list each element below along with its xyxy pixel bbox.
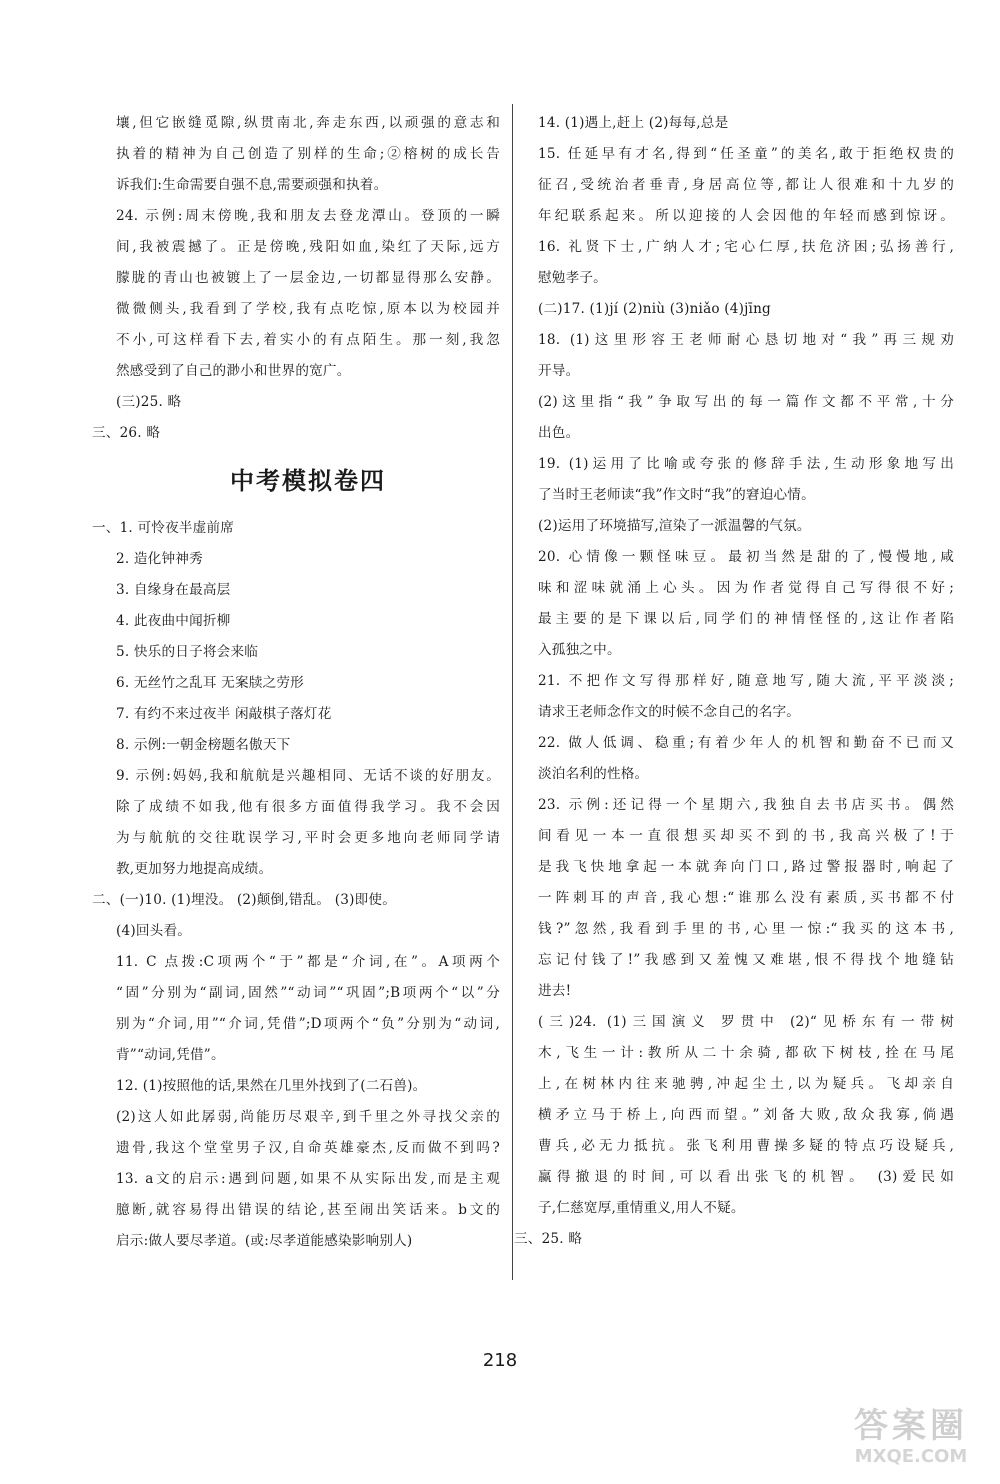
text-line: 淡泊名利的性格。 — [538, 766, 649, 782]
text-line: 14. (1)遇上,赶上 (2)每每,总是 — [538, 115, 729, 131]
text-line: 三、25. 略 — [514, 1231, 583, 1247]
text-line: 执着的精神为自己创造了别样的生命;②榕树的成长告 — [116, 146, 500, 162]
text-line: 最主要的是下课以后,同学们的神情怪怪的,这让作者陷 — [538, 611, 954, 627]
text-line: 6. 无丝竹之乱耳 无案牍之劳形 — [116, 675, 304, 691]
text-line: 慰勉孝子。 — [538, 270, 607, 286]
text-line: “固”分别为“副词,固然”“动词”“巩固”;B项两个“以”分 — [116, 985, 500, 1001]
text-line: 了当时王老师读“我”作文时“我”的窘迫心情。 — [538, 487, 815, 503]
text-line: 进去! — [538, 983, 572, 999]
text-line: 出色。 — [538, 425, 580, 441]
text-line: 8. 示例:一朝金榜题名傲天下 — [116, 737, 291, 753]
text-line: 二、(一)10. (1)埋没。 (2)颠倒,错乱。 (3)即使。 — [92, 892, 396, 908]
text-line: 12. (1)按照他的话,果然在几里外找到了(二石兽)。 — [116, 1078, 427, 1094]
text-line: 忘记付钱了!”我感到又羞愧又难堪,恨不得找个地缝钻 — [538, 952, 954, 968]
text-line: 请求王老师念作文的时候不念自己的名字。 — [538, 704, 801, 720]
text-line: 一阵刺耳的声音,我心想:“谁那么没有素质,买书都不付 — [538, 890, 954, 906]
text-line: 22. 做人低调、稳重;有着少年人的机智和勤奋不已而又 — [538, 735, 954, 751]
text-line: 23. 示例:还记得一个星期六,我独自去书店买书。偶然 — [538, 797, 954, 813]
text-line: 开导。 — [538, 363, 580, 379]
text-line: 横矛立马于桥上,向西而望。”刘备大败,敌众我寡,倘遇 — [538, 1107, 954, 1123]
text-line: 背”“动词,凭借”。 — [116, 1047, 225, 1063]
text-line: (三)24. (1)三国演义 罗贯中 (2)“见桥东有一带树 — [538, 1014, 954, 1030]
text-line: 不小,可这样看下去,着实小的有点陌生。那一刻,我忽 — [116, 332, 500, 348]
text-line: (4)回头看。 — [116, 923, 192, 939]
text-line: 是我飞快地拿起一本就奔向门口,路过警报器时,响起了 — [538, 859, 954, 875]
left-column — [92, 108, 500, 1257]
text-line: 21. 不把作文写得那样好,随意地写,随大流,平平淡淡; — [538, 673, 954, 689]
text-line: 别为“介词,用”“介词,凭借”;D项两个“负”分别为“动词, — [116, 1016, 500, 1032]
text-line: 赢得撤退的时间,可以看出张飞的机智。 (3)爱民如 — [538, 1169, 954, 1185]
text-line: (二)17. (1)jí (2)niù (3)niǎo (4)jīng — [538, 301, 771, 317]
text-line: (2)运用了环境描写,渲染了一派温馨的气氛。 — [538, 518, 811, 534]
column-divider — [512, 104, 513, 1280]
text-line: 三、26. 略 — [92, 425, 161, 441]
text-line: 入孤独之中。 — [538, 642, 621, 658]
text-line: 曹兵,必无力抵抗。张飞利用曹操多疑的特点巧设疑兵, — [538, 1138, 954, 1154]
text-line: 11. C 点拨:C项两个“于”都是“介词,在”。A项两个 — [116, 954, 500, 970]
text-line: 5. 快乐的日子将会来临 — [116, 644, 259, 660]
text-line: 征召,受统治者垂青,身居高位等,都让人很难和十九岁的 — [538, 177, 954, 193]
text-line: 2. 造化钟神秀 — [116, 551, 203, 567]
text-line: 朦胧的青山也被镀上了一层金边,一切都显得那么安静。 — [116, 270, 500, 286]
text-line: 为与航航的交往耽误学习,平时会更多地向老师同学请 — [116, 830, 500, 846]
text-line: (2)这人如此孱弱,尚能历尽艰辛,到千里之外寻找父亲的 — [116, 1109, 500, 1125]
watermark-logo — [836, 1406, 986, 1474]
text-line: 13. a文的启示:遇到问题,如果不从实际出发,而是主观 — [116, 1171, 500, 1187]
text-line: 然感受到了自己的渺小和世界的宽广。 — [116, 363, 351, 379]
text-line: 间看见一本一直很想买却买不到的书,我高兴极了!于 — [538, 828, 954, 844]
watermark-url: MXQE.COM — [854, 1446, 968, 1467]
text-line: 微微侧头,我看到了学校,我有点吃惊,原本以为校园并 — [116, 301, 500, 317]
text-line: 年纪联系起来。所以迎接的人会因他的年轻而感到惊讶。 — [538, 208, 954, 224]
text-line: 16. 礼贤下士,广纳人才;宅心仁厚,扶危济困;弘扬善行, — [538, 239, 954, 255]
text-line: 24. 示例:周末傍晚,我和朋友去登龙潭山。登顶的一瞬 — [116, 208, 500, 224]
text-line: 诉我们:生命需要自强不息,需要顽强和执着。 — [116, 177, 388, 193]
text-line: 7. 有约不来过夜半 闲敲棋子落灯花 — [116, 706, 332, 722]
text-line: 壤,但它嵌缝觅隙,纵贯南北,奔走东西,以顽强的意志和 — [116, 115, 500, 131]
section-title: 中考模拟卷四 — [230, 467, 386, 495]
text-line: 3. 自缘身在最高层 — [116, 582, 231, 598]
text-line: (2)这里指“我”争取写出的每一篇作文都不平常,十分 — [538, 394, 954, 410]
text-line: 19. (1)运用了比喻或夸张的修辞手法,生动形象地写出 — [538, 456, 954, 472]
text-line: 遗骨,我这个堂堂男子汉,自命英雄豪杰,反而做不到吗? — [116, 1140, 500, 1156]
text-line: 教,更加努力地提高成绩。 — [116, 861, 273, 877]
text-line: 间,我被震撼了。正是傍晚,残阳如血,染红了天际,远方 — [116, 239, 500, 255]
text-line: 15. 任延早有才名,得到“任圣童”的美名,敢于拒绝权贵的 — [538, 146, 954, 162]
page-number: 218 — [482, 1350, 518, 1371]
text-line: 除了成绩不如我,他有很多方面值得我学习。我不会因 — [116, 799, 500, 815]
text-line: 一、1. 可怜夜半虚前席 — [92, 520, 235, 536]
text-line: (三)25. 略 — [116, 394, 182, 410]
text-line: 子,仁慈宽厚,重情重义,用人不疑。 — [538, 1200, 745, 1216]
text-line: 味和涩味就涌上心头。因为作者觉得自己写得很不好; — [538, 580, 954, 596]
text-line: 20. 心情像一颗怪味豆。最初当然是甜的了,慢慢地,咸 — [538, 549, 954, 565]
text-line: 9. 示例:妈妈,我和航航是兴趣相同、无话不谈的好朋友。 — [116, 768, 500, 784]
right-column — [514, 108, 954, 1255]
text-line: 18. (1)这里形容王老师耐心恳切地对“我”再三规劝 — [538, 332, 954, 348]
text-line: 钱?”忽然,我看到手里的书,心里一惊:“我买的这本书, — [538, 921, 954, 937]
text-line: 臆断,就容易得出错误的结论,甚至闹出笑话来。b文的 — [116, 1202, 500, 1218]
text-line: 启示:做人要尽孝道。(或:尽孝道能感染影响别人) — [116, 1233, 413, 1249]
text-line: 上,在树林内往来驰骋,冲起尘土,以为疑兵。飞却亲自 — [538, 1076, 954, 1092]
watermark-text: 答案圈 — [854, 1406, 968, 1446]
text-line: 木,飞生一计:教所从二十余骑,都砍下树枝,拴在马尾 — [538, 1045, 954, 1061]
text-line: 4. 此夜曲中闻折柳 — [116, 613, 231, 629]
